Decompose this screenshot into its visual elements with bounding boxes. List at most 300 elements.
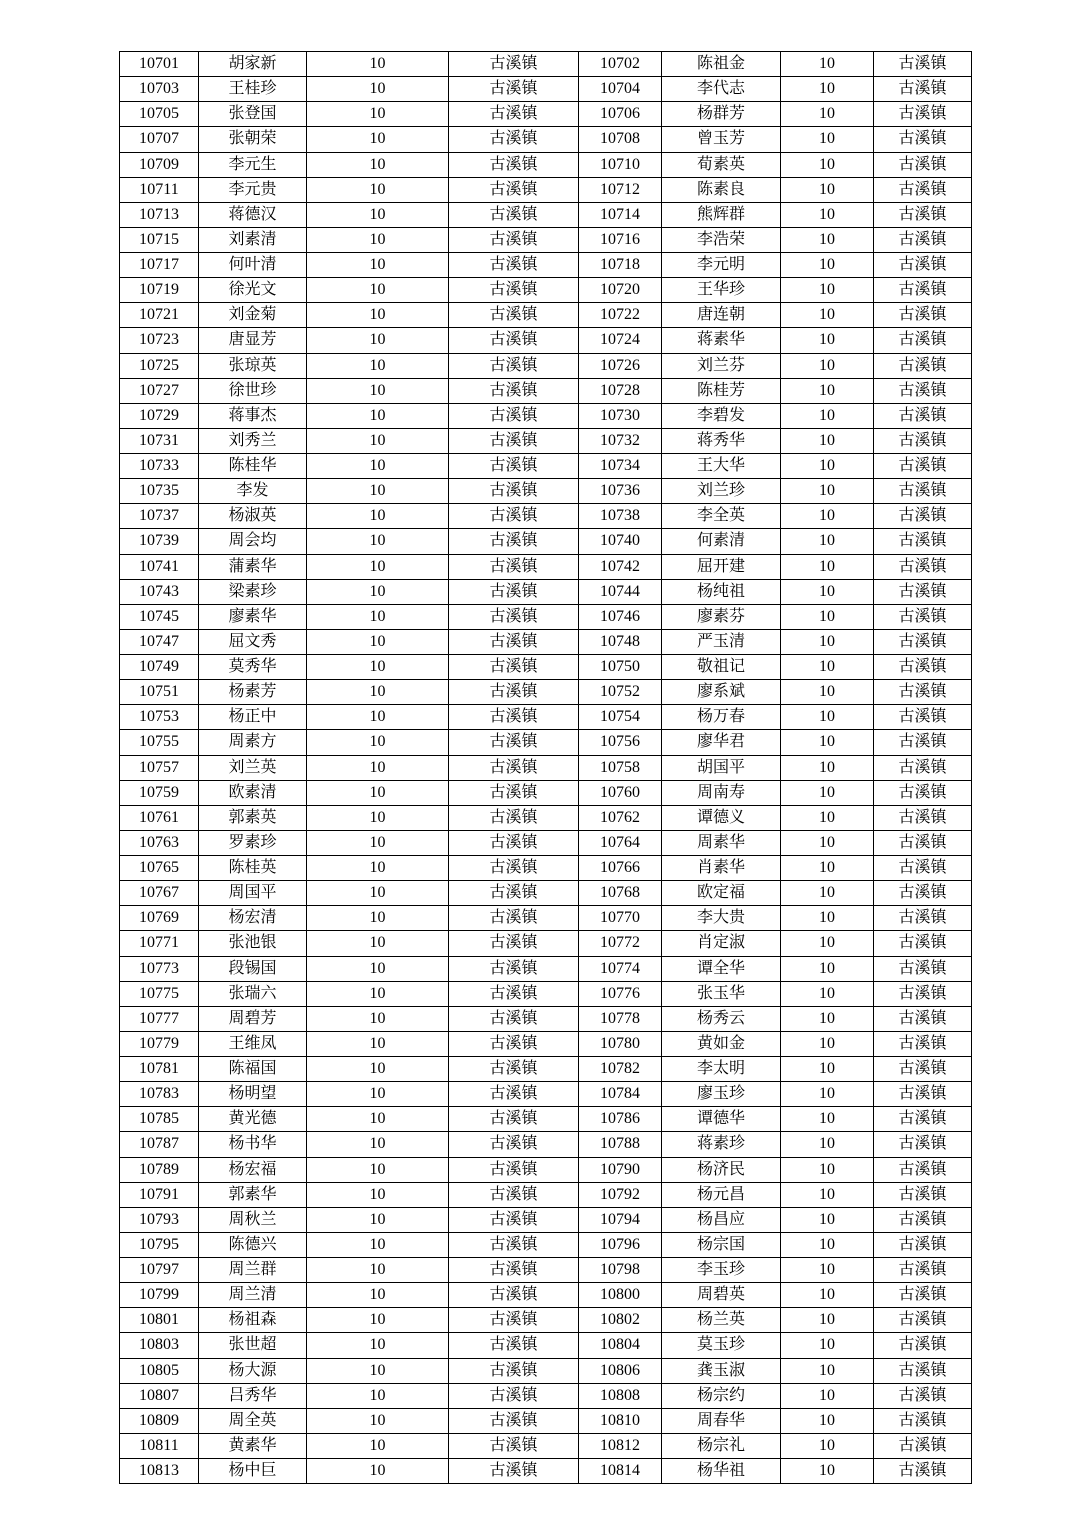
town-cell: 古溪镇 (449, 1408, 579, 1433)
id-cell: 10814 (579, 1459, 662, 1484)
name-cell: 谭德华 (662, 1107, 781, 1132)
id-cell: 10709 (120, 152, 199, 177)
name-cell: 张玉华 (662, 981, 781, 1006)
amount-cell: 10 (781, 227, 874, 252)
name-cell: 熊辉群 (662, 202, 781, 227)
amount-cell: 10 (781, 479, 874, 504)
id-cell: 10785 (120, 1107, 199, 1132)
amount-cell: 10 (781, 52, 874, 77)
id-cell: 10724 (579, 328, 662, 353)
table-row (120, 1258, 972, 1283)
town-cell: 古溪镇 (874, 479, 972, 504)
town-cell: 古溪镇 (874, 1383, 972, 1408)
id-cell: 10775 (120, 981, 199, 1006)
table-row (120, 705, 972, 730)
amount-cell: 10 (781, 579, 874, 604)
table-row (120, 906, 972, 931)
town-cell: 古溪镇 (874, 1182, 972, 1207)
name-cell: 唐显芳 (199, 328, 307, 353)
id-cell: 10771 (120, 931, 199, 956)
amount-cell: 10 (307, 1031, 449, 1056)
id-cell: 10756 (579, 730, 662, 755)
name-cell: 王华珍 (662, 278, 781, 303)
town-cell: 古溪镇 (874, 1132, 972, 1157)
town-cell: 古溪镇 (874, 353, 972, 378)
name-cell: 王桂珍 (199, 77, 307, 102)
town-cell: 古溪镇 (449, 1308, 579, 1333)
amount-cell: 10 (307, 1408, 449, 1433)
id-cell: 10778 (579, 1006, 662, 1031)
amount-cell: 10 (307, 1358, 449, 1383)
amount-cell: 10 (781, 805, 874, 830)
id-cell: 10744 (579, 579, 662, 604)
name-cell: 周会均 (199, 529, 307, 554)
town-cell: 古溪镇 (874, 1082, 972, 1107)
table-row (120, 1433, 972, 1458)
table-row (120, 328, 972, 353)
table-row (120, 881, 972, 906)
amount-cell: 10 (781, 378, 874, 403)
id-cell: 10725 (120, 353, 199, 378)
name-cell: 李元生 (199, 152, 307, 177)
id-cell: 10794 (579, 1207, 662, 1232)
amount-cell: 10 (307, 77, 449, 102)
table-row (120, 127, 972, 152)
town-cell: 古溪镇 (449, 1182, 579, 1207)
id-cell: 10795 (120, 1232, 199, 1257)
name-cell: 龚玉淑 (662, 1358, 781, 1383)
name-cell: 欧定福 (662, 881, 781, 906)
town-cell: 古溪镇 (449, 629, 579, 654)
town-cell: 古溪镇 (449, 1057, 579, 1082)
table-row (120, 378, 972, 403)
name-cell: 蒲素华 (199, 554, 307, 579)
town-cell: 古溪镇 (449, 303, 579, 328)
amount-cell: 10 (307, 881, 449, 906)
id-cell: 10762 (579, 805, 662, 830)
amount-cell: 10 (307, 102, 449, 127)
town-cell: 古溪镇 (449, 278, 579, 303)
name-cell: 杨宏清 (199, 906, 307, 931)
amount-cell: 10 (307, 177, 449, 202)
name-cell: 周春华 (662, 1408, 781, 1433)
id-cell: 10798 (579, 1258, 662, 1283)
amount-cell: 10 (781, 1408, 874, 1433)
town-cell: 古溪镇 (874, 1107, 972, 1132)
id-cell: 10784 (579, 1082, 662, 1107)
id-cell: 10813 (120, 1459, 199, 1484)
amount-cell: 10 (307, 529, 449, 554)
table-row (120, 1333, 972, 1358)
amount-cell: 10 (781, 202, 874, 227)
town-cell: 古溪镇 (874, 1258, 972, 1283)
id-cell: 10770 (579, 906, 662, 931)
amount-cell: 10 (781, 1433, 874, 1458)
amount-cell: 10 (781, 1082, 874, 1107)
amount-cell: 10 (307, 981, 449, 1006)
town-cell: 古溪镇 (449, 479, 579, 504)
town-cell: 古溪镇 (449, 881, 579, 906)
amount-cell: 10 (307, 328, 449, 353)
id-cell: 10747 (120, 629, 199, 654)
amount-cell: 10 (307, 504, 449, 529)
id-cell: 10746 (579, 604, 662, 629)
amount-cell: 10 (307, 1207, 449, 1232)
town-cell: 古溪镇 (449, 705, 579, 730)
name-cell: 胡家新 (199, 52, 307, 77)
amount-cell: 10 (781, 529, 874, 554)
amount-cell: 10 (781, 253, 874, 278)
name-cell: 杨宗国 (662, 1232, 781, 1257)
id-cell: 10723 (120, 328, 199, 353)
name-cell: 吕秀华 (199, 1383, 307, 1408)
amount-cell: 10 (307, 479, 449, 504)
town-cell: 古溪镇 (874, 981, 972, 1006)
id-cell: 10750 (579, 655, 662, 680)
id-cell: 10732 (579, 428, 662, 453)
town-cell: 古溪镇 (449, 1333, 579, 1358)
table-row (120, 805, 972, 830)
id-cell: 10745 (120, 604, 199, 629)
amount-cell: 10 (307, 629, 449, 654)
town-cell: 古溪镇 (874, 1207, 972, 1232)
amount-cell: 10 (781, 1207, 874, 1232)
amount-cell: 10 (307, 1333, 449, 1358)
table-row (120, 1006, 972, 1031)
name-cell: 陈桂华 (199, 454, 307, 479)
name-cell: 李玉珍 (662, 1258, 781, 1283)
amount-cell: 10 (781, 1057, 874, 1082)
name-cell: 张池银 (199, 931, 307, 956)
table-row (120, 202, 972, 227)
amount-cell: 10 (307, 152, 449, 177)
id-cell: 10792 (579, 1182, 662, 1207)
town-cell: 古溪镇 (874, 730, 972, 755)
amount-cell: 10 (781, 278, 874, 303)
amount-cell: 10 (307, 1283, 449, 1308)
table-row (120, 1107, 972, 1132)
name-cell: 蒋素华 (662, 328, 781, 353)
town-cell: 古溪镇 (449, 1433, 579, 1458)
name-cell: 屈文秀 (199, 629, 307, 654)
name-cell: 郭素英 (199, 805, 307, 830)
amount-cell: 10 (307, 755, 449, 780)
name-cell: 杨济民 (662, 1157, 781, 1182)
id-cell: 10796 (579, 1232, 662, 1257)
id-cell: 10797 (120, 1258, 199, 1283)
amount-cell: 10 (781, 830, 874, 855)
table-row (120, 403, 972, 428)
amount-cell: 10 (307, 1082, 449, 1107)
amount-cell: 10 (307, 202, 449, 227)
name-cell: 杨素芳 (199, 680, 307, 705)
table-row (120, 1031, 972, 1056)
town-cell: 古溪镇 (449, 403, 579, 428)
table-row (120, 1082, 972, 1107)
name-cell: 蒋德汉 (199, 202, 307, 227)
town-cell: 古溪镇 (874, 629, 972, 654)
amount-cell: 10 (307, 604, 449, 629)
id-cell: 10802 (579, 1308, 662, 1333)
table-row (120, 655, 972, 680)
town-cell: 古溪镇 (874, 403, 972, 428)
town-cell: 古溪镇 (449, 253, 579, 278)
id-cell: 10757 (120, 755, 199, 780)
amount-cell: 10 (781, 554, 874, 579)
table-row (120, 1207, 972, 1232)
name-cell: 陈德兴 (199, 1232, 307, 1257)
name-cell: 周碧芳 (199, 1006, 307, 1031)
name-cell: 刘秀兰 (199, 428, 307, 453)
amount-cell: 10 (781, 629, 874, 654)
town-cell: 古溪镇 (874, 604, 972, 629)
town-cell: 古溪镇 (449, 328, 579, 353)
town-cell: 古溪镇 (874, 1433, 972, 1458)
amount-cell: 10 (781, 454, 874, 479)
amount-cell: 10 (307, 906, 449, 931)
amount-cell: 10 (307, 253, 449, 278)
id-cell: 10749 (120, 655, 199, 680)
table-row (120, 604, 972, 629)
town-cell: 古溪镇 (449, 931, 579, 956)
roster-table (119, 51, 972, 1484)
id-cell: 10764 (579, 830, 662, 855)
name-cell: 谭德义 (662, 805, 781, 830)
town-cell: 古溪镇 (874, 755, 972, 780)
table-row (120, 1283, 972, 1308)
table-row (120, 504, 972, 529)
name-cell: 段锡国 (199, 956, 307, 981)
table-row (120, 1057, 972, 1082)
name-cell: 廖华君 (662, 730, 781, 755)
name-cell: 周素方 (199, 730, 307, 755)
town-cell: 古溪镇 (874, 529, 972, 554)
id-cell: 10769 (120, 906, 199, 931)
town-cell: 古溪镇 (449, 1283, 579, 1308)
id-cell: 10717 (120, 253, 199, 278)
table-row (120, 102, 972, 127)
table-row (120, 529, 972, 554)
amount-cell: 10 (781, 1459, 874, 1484)
id-cell: 10730 (579, 403, 662, 428)
name-cell: 陈祖金 (662, 52, 781, 77)
table-row (120, 1408, 972, 1433)
table-row (120, 454, 972, 479)
name-cell: 杨万春 (662, 705, 781, 730)
id-cell: 10748 (579, 629, 662, 654)
amount-cell: 10 (307, 52, 449, 77)
id-cell: 10731 (120, 428, 199, 453)
name-cell: 李代志 (662, 77, 781, 102)
id-cell: 10789 (120, 1157, 199, 1182)
amount-cell: 10 (781, 428, 874, 453)
name-cell: 李碧发 (662, 403, 781, 428)
name-cell: 周兰清 (199, 1283, 307, 1308)
amount-cell: 10 (307, 1182, 449, 1207)
name-cell: 李发 (199, 479, 307, 504)
id-cell: 10811 (120, 1433, 199, 1458)
town-cell: 古溪镇 (874, 579, 972, 604)
id-cell: 10728 (579, 378, 662, 403)
id-cell: 10718 (579, 253, 662, 278)
id-cell: 10779 (120, 1031, 199, 1056)
id-cell: 10768 (579, 881, 662, 906)
name-cell: 胡国平 (662, 755, 781, 780)
id-cell: 10740 (579, 529, 662, 554)
id-cell: 10715 (120, 227, 199, 252)
id-cell: 10702 (579, 52, 662, 77)
id-cell: 10760 (579, 780, 662, 805)
amount-cell: 10 (307, 1006, 449, 1031)
table-row (120, 1308, 972, 1333)
name-cell: 谭全华 (662, 956, 781, 981)
town-cell: 古溪镇 (874, 655, 972, 680)
amount-cell: 10 (307, 780, 449, 805)
town-cell: 古溪镇 (449, 655, 579, 680)
amount-cell: 10 (307, 454, 449, 479)
amount-cell: 10 (781, 328, 874, 353)
town-cell: 古溪镇 (449, 1232, 579, 1257)
town-cell: 古溪镇 (874, 1006, 972, 1031)
id-cell: 10719 (120, 278, 199, 303)
name-cell: 黄如金 (662, 1031, 781, 1056)
town-cell: 古溪镇 (874, 1333, 972, 1358)
name-cell: 刘金菊 (199, 303, 307, 328)
amount-cell: 10 (781, 102, 874, 127)
name-cell: 梁素珍 (199, 579, 307, 604)
id-cell: 10766 (579, 856, 662, 881)
name-cell: 李元贵 (199, 177, 307, 202)
table-row (120, 253, 972, 278)
amount-cell: 10 (781, 1232, 874, 1257)
name-cell: 廖系斌 (662, 680, 781, 705)
name-cell: 肖定淑 (662, 931, 781, 956)
id-cell: 10812 (579, 1433, 662, 1458)
id-cell: 10788 (579, 1132, 662, 1157)
town-cell: 古溪镇 (874, 1308, 972, 1333)
name-cell: 杨宏福 (199, 1157, 307, 1182)
amount-cell: 10 (307, 1107, 449, 1132)
amount-cell: 10 (307, 805, 449, 830)
id-cell: 10809 (120, 1408, 199, 1433)
amount-cell: 10 (307, 127, 449, 152)
town-cell: 古溪镇 (874, 152, 972, 177)
town-cell: 古溪镇 (874, 1283, 972, 1308)
amount-cell: 10 (781, 152, 874, 177)
amount-cell: 10 (781, 956, 874, 981)
name-cell: 周兰群 (199, 1258, 307, 1283)
amount-cell: 10 (307, 680, 449, 705)
town-cell: 古溪镇 (449, 428, 579, 453)
name-cell: 王大华 (662, 454, 781, 479)
table-row (120, 227, 972, 252)
id-cell: 10774 (579, 956, 662, 981)
name-cell: 杨大源 (199, 1358, 307, 1383)
amount-cell: 10 (781, 1308, 874, 1333)
id-cell: 10737 (120, 504, 199, 529)
town-cell: 古溪镇 (874, 278, 972, 303)
amount-cell: 10 (781, 856, 874, 881)
town-cell: 古溪镇 (449, 830, 579, 855)
amount-cell: 10 (781, 127, 874, 152)
town-cell: 古溪镇 (449, 1358, 579, 1383)
id-cell: 10759 (120, 780, 199, 805)
town-cell: 古溪镇 (449, 1031, 579, 1056)
amount-cell: 10 (307, 956, 449, 981)
amount-cell: 10 (307, 303, 449, 328)
id-cell: 10776 (579, 981, 662, 1006)
town-cell: 古溪镇 (874, 931, 972, 956)
name-cell: 刘兰芬 (662, 353, 781, 378)
name-cell: 杨华祖 (662, 1459, 781, 1484)
name-cell: 刘素清 (199, 227, 307, 252)
amount-cell: 10 (781, 755, 874, 780)
id-cell: 10763 (120, 830, 199, 855)
table-row (120, 1459, 972, 1484)
table-row (120, 680, 972, 705)
id-cell: 10773 (120, 956, 199, 981)
town-cell: 古溪镇 (874, 1408, 972, 1433)
town-cell: 古溪镇 (874, 554, 972, 579)
id-cell: 10761 (120, 805, 199, 830)
id-cell: 10729 (120, 403, 199, 428)
name-cell: 杨兰英 (662, 1308, 781, 1333)
town-cell: 古溪镇 (449, 981, 579, 1006)
town-cell: 古溪镇 (874, 102, 972, 127)
amount-cell: 10 (781, 881, 874, 906)
amount-cell: 10 (307, 1383, 449, 1408)
town-cell: 古溪镇 (449, 52, 579, 77)
name-cell: 郭素华 (199, 1182, 307, 1207)
table-row (120, 1157, 972, 1182)
name-cell: 何叶清 (199, 253, 307, 278)
amount-cell: 10 (307, 705, 449, 730)
town-cell: 古溪镇 (874, 504, 972, 529)
name-cell: 唐连朝 (662, 303, 781, 328)
amount-cell: 10 (781, 1157, 874, 1182)
town-cell: 古溪镇 (449, 77, 579, 102)
table-row (120, 780, 972, 805)
town-cell: 古溪镇 (449, 1459, 579, 1484)
town-cell: 古溪镇 (449, 805, 579, 830)
name-cell: 周碧英 (662, 1283, 781, 1308)
amount-cell: 10 (781, 1107, 874, 1132)
table-row (120, 479, 972, 504)
amount-cell: 10 (781, 1283, 874, 1308)
name-cell: 杨秀云 (662, 1006, 781, 1031)
name-cell: 杨书华 (199, 1132, 307, 1157)
amount-cell: 10 (307, 655, 449, 680)
table-row (120, 1132, 972, 1157)
table-row (120, 177, 972, 202)
name-cell: 曾玉芳 (662, 127, 781, 152)
amount-cell: 10 (781, 1031, 874, 1056)
town-cell: 古溪镇 (449, 1006, 579, 1031)
id-cell: 10701 (120, 52, 199, 77)
amount-cell: 10 (307, 278, 449, 303)
amount-cell: 10 (781, 604, 874, 629)
name-cell: 杨正中 (199, 705, 307, 730)
amount-cell: 10 (781, 1358, 874, 1383)
name-cell: 莫玉珍 (662, 1333, 781, 1358)
name-cell: 杨宗约 (662, 1383, 781, 1408)
name-cell: 黄素华 (199, 1433, 307, 1458)
town-cell: 古溪镇 (874, 1232, 972, 1257)
amount-cell: 10 (781, 730, 874, 755)
id-cell: 10742 (579, 554, 662, 579)
name-cell: 杨淑英 (199, 504, 307, 529)
amount-cell: 10 (781, 1132, 874, 1157)
